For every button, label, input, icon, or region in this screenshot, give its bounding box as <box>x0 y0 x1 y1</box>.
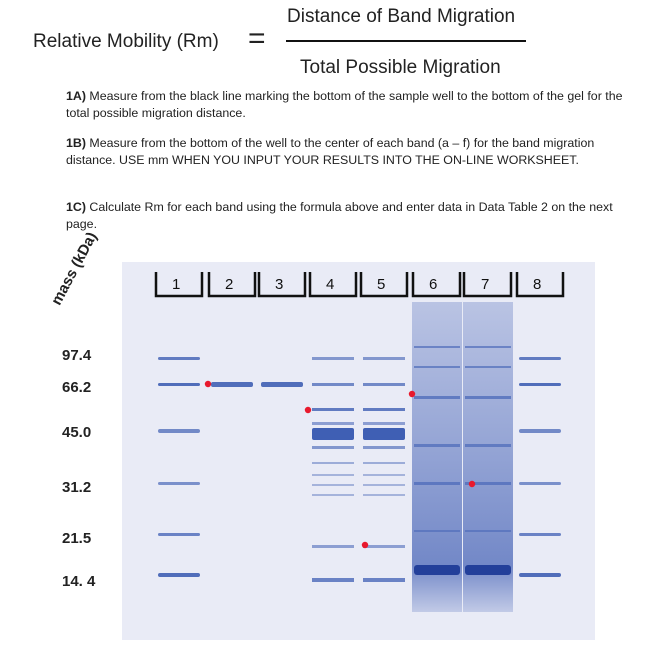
ladder-band-b <box>519 383 561 386</box>
lane-band <box>363 446 405 449</box>
marker-dot <box>305 407 311 413</box>
ladder-band-d <box>158 482 200 485</box>
lane-band <box>363 484 405 486</box>
lane-band <box>414 396 460 399</box>
instruction-1a <box>66 88 646 121</box>
lane-band <box>363 474 405 476</box>
instruction-text: Calculate Rm for each band using the formula above and enter data in Data Table 2 on the next page. <box>66 200 613 231</box>
ladder-band-a <box>158 357 200 360</box>
lane-band <box>312 484 354 486</box>
fraction-bar <box>286 40 526 42</box>
lane-band <box>312 383 354 386</box>
lane-2-band <box>211 382 253 387</box>
ladder-band-f <box>519 573 561 577</box>
formula-denominator: Total Possible Migration <box>300 57 501 78</box>
lane-band <box>312 446 354 449</box>
marker-dot <box>362 542 368 548</box>
formula-lhs: Relative Mobility (Rm) <box>33 31 219 52</box>
lane-band <box>312 474 354 476</box>
formula-numerator: Distance of Band Migration <box>287 6 516 27</box>
mass-label: 21.5 <box>62 530 92 547</box>
lane-band <box>465 530 511 532</box>
lane-number: 3 <box>275 276 284 293</box>
lane-band <box>465 366 511 368</box>
mass-label: 14. 4 <box>62 573 96 590</box>
marker-dot <box>205 381 211 387</box>
mass-axis-title: mass (kDa) <box>48 229 101 308</box>
ladder-band-f <box>158 573 200 577</box>
lane-number: 1 <box>172 276 181 293</box>
instruction-1b <box>66 135 646 168</box>
lane-band <box>363 408 405 411</box>
marker-dot <box>469 481 475 487</box>
lane-band <box>312 357 354 360</box>
instruction-label: 1B) <box>66 136 86 150</box>
lane-band <box>465 565 511 575</box>
lane-band <box>312 428 354 440</box>
lane-band <box>312 545 354 548</box>
lane-band <box>363 462 405 464</box>
instruction-label: 1C) <box>66 200 86 214</box>
lane-band <box>414 346 460 348</box>
ladder-band-a <box>519 357 561 360</box>
instruction-label: 1A) <box>66 89 86 103</box>
ladder-band-c <box>158 429 200 433</box>
lane-band <box>465 346 511 348</box>
formula-equals: = <box>248 22 266 55</box>
rm-formula <box>0 0 672 90</box>
ladder-band-e <box>158 533 200 536</box>
instruction-1c <box>66 199 646 232</box>
lane-band <box>312 422 354 425</box>
lane-number: 4 <box>326 276 335 293</box>
lane-3-band <box>261 382 303 387</box>
lane-number: 5 <box>377 276 386 293</box>
lane-band <box>363 383 405 386</box>
lane-band <box>363 578 405 582</box>
mass-label: 31.2 <box>62 479 92 496</box>
mass-label: 66.2 <box>62 379 92 396</box>
lane-band <box>363 545 405 548</box>
lane-band <box>414 530 460 532</box>
lane-band <box>312 578 354 582</box>
lane-band <box>414 444 460 447</box>
ladder-band-c <box>519 429 561 433</box>
lane-band <box>414 366 460 368</box>
lane-band <box>414 482 460 485</box>
lane-band <box>312 494 354 496</box>
lane-number: 8 <box>533 276 542 293</box>
lane-band <box>363 357 405 360</box>
ladder-band-d <box>519 482 561 485</box>
mass-label: 45.0 <box>62 424 92 441</box>
gel-background <box>122 262 595 640</box>
lane-band <box>363 422 405 425</box>
lane-band <box>414 565 460 575</box>
lane-band <box>363 428 405 440</box>
gel-image <box>122 262 595 640</box>
ladder-band-e <box>519 533 561 536</box>
lane-band <box>312 462 354 464</box>
instruction-text: Measure from the black line marking the bottom of the sample well to the bottom of the gel for the total possible migration distance. <box>66 89 623 120</box>
mass-label: 97.4 <box>62 347 92 364</box>
lane-number: 2 <box>225 276 234 293</box>
lane-band <box>363 494 405 496</box>
lane-band <box>465 444 511 447</box>
lane-number: 7 <box>481 276 490 293</box>
lane-number: 6 <box>429 276 438 293</box>
lane-band <box>465 396 511 399</box>
marker-dot <box>409 391 415 397</box>
instruction-text: Measure from the bottom of the well to the center of each band (a – f) for the band migration distance. USE mm WHEN YOU INPUT YOUR RESULTS INTO THE ON-LINE WORKSHEET. <box>66 136 595 167</box>
lane-band <box>312 408 354 411</box>
ladder-band-b <box>158 383 200 386</box>
